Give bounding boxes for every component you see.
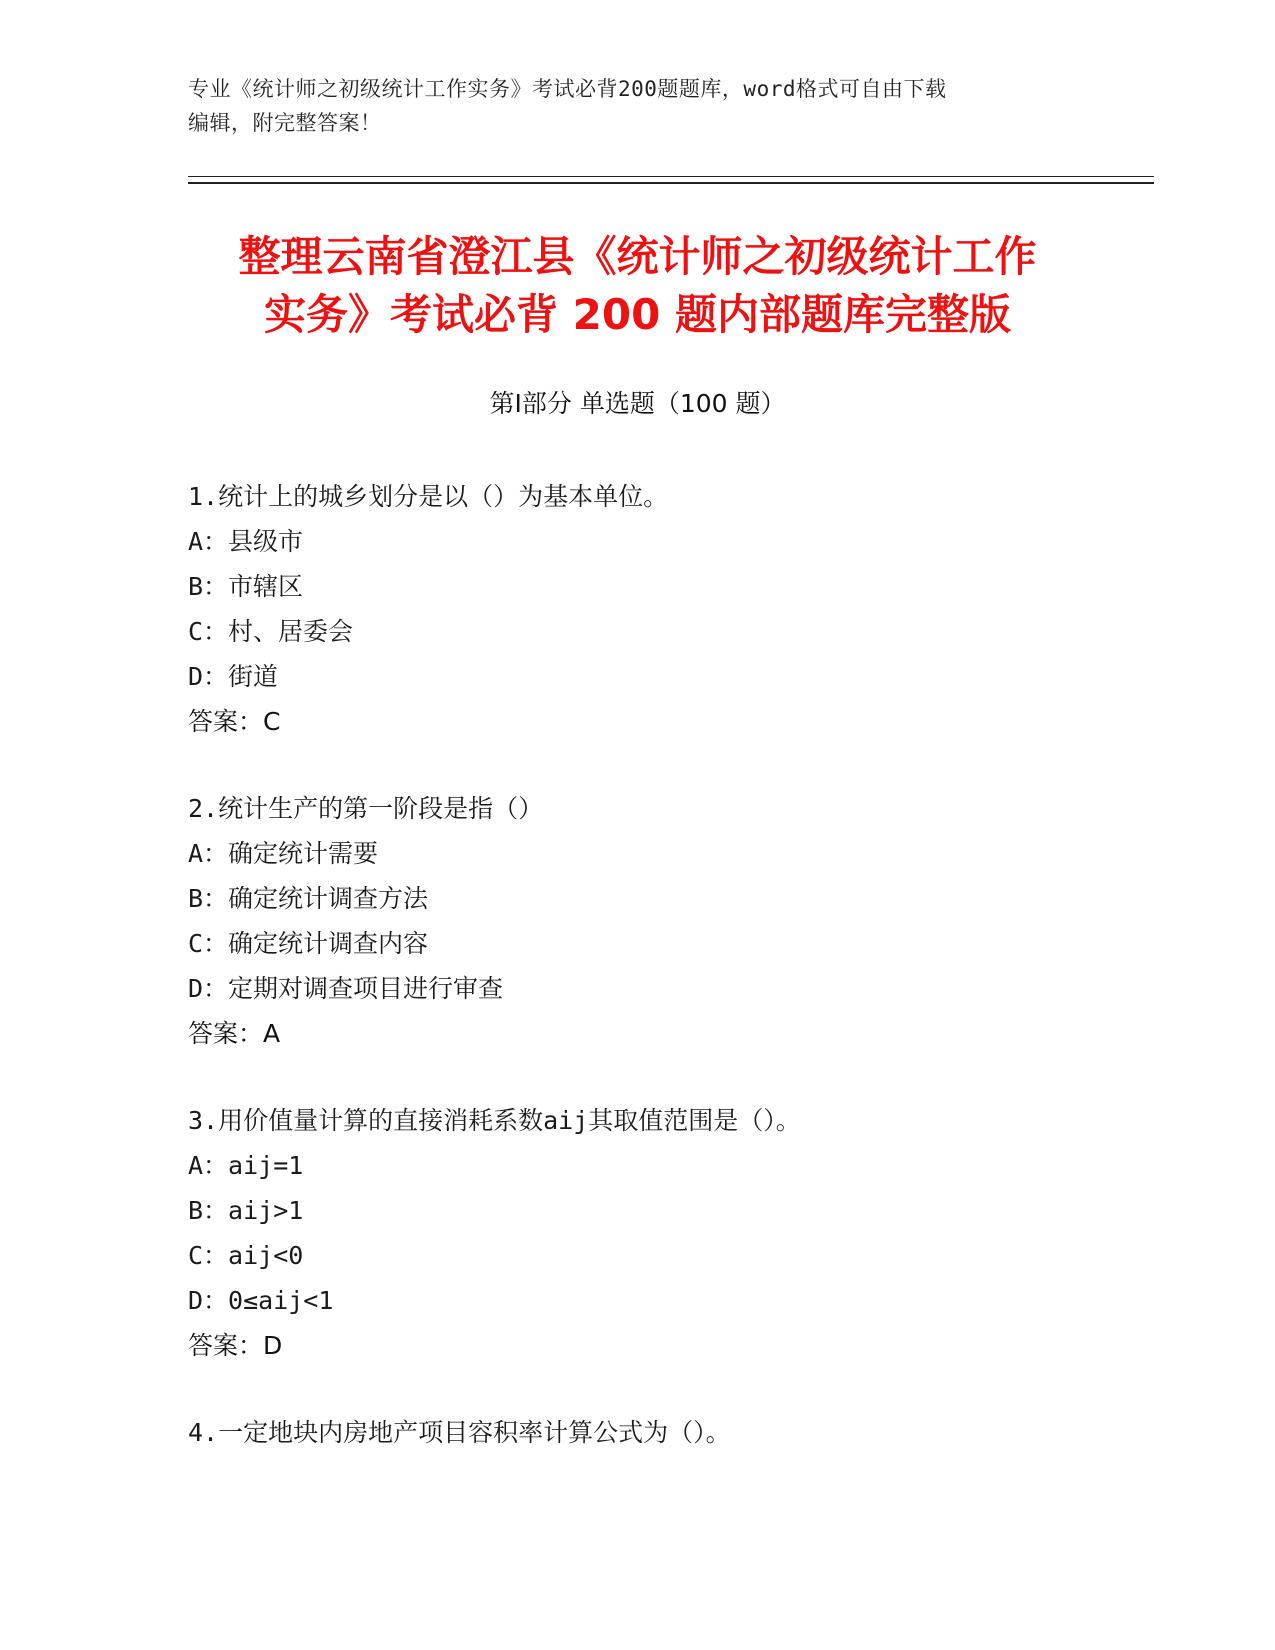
header-note-line-1: 专业《统计师之初级统计工作实务》考试必背200题题库，word格式可自由下载 [188, 77, 947, 101]
answer-line: 答案：C [188, 707, 281, 736]
header-note-line-2: 编辑，附完整答案！ [188, 111, 382, 135]
question-3 [188, 1098, 1148, 1368]
option-c: C：aij<0 [188, 1241, 304, 1270]
question-1 [188, 474, 1148, 744]
option-c: C：确定统计调查内容 [188, 929, 429, 958]
document-title [160, 228, 1115, 344]
section-heading: 第Ⅰ部分 单选题（100 题） [489, 389, 786, 418]
header-divider-thin [188, 176, 1154, 177]
question-stem: 2.统计生产的第一阶段是指（） [188, 794, 544, 823]
question-list [188, 474, 1148, 1497]
option-c: C：村、居委会 [188, 617, 354, 646]
option-a: A：aij=1 [188, 1151, 304, 1180]
question-4 [188, 1410, 1148, 1455]
document-title-line-1: 整理云南省澄江县《统计师之初级统计工作 [238, 232, 1037, 281]
header-divider-thick [188, 182, 1154, 184]
question-stem: 3.用价值量计算的直接消耗系数aij其取值范围是（）。 [188, 1106, 801, 1135]
option-d: D：0≤aij<1 [188, 1286, 334, 1315]
header-note [188, 72, 1088, 140]
option-a: A：确定统计需要 [188, 839, 379, 868]
question-stem: 1.统计上的城乡划分是以（）为基本单位。 [188, 482, 669, 511]
option-b: B：确定统计调查方法 [188, 884, 429, 913]
question-2 [188, 786, 1148, 1056]
question-stem: 4.一定地块内房地产项目容积率计算公式为（）。 [188, 1418, 731, 1447]
option-b: B：aij>1 [188, 1196, 304, 1225]
answer-line: 答案：A [188, 1019, 281, 1048]
option-b: B：市辖区 [188, 572, 304, 601]
option-d: D：定期对调查项目进行审查 [188, 974, 504, 1003]
option-d: D：街道 [188, 662, 279, 691]
answer-line: 答案：D [188, 1331, 283, 1360]
document-title-line-2: 实务》考试必背 200 题内部题库完整版 [264, 290, 1011, 339]
option-a: A：县级市 [188, 527, 304, 556]
